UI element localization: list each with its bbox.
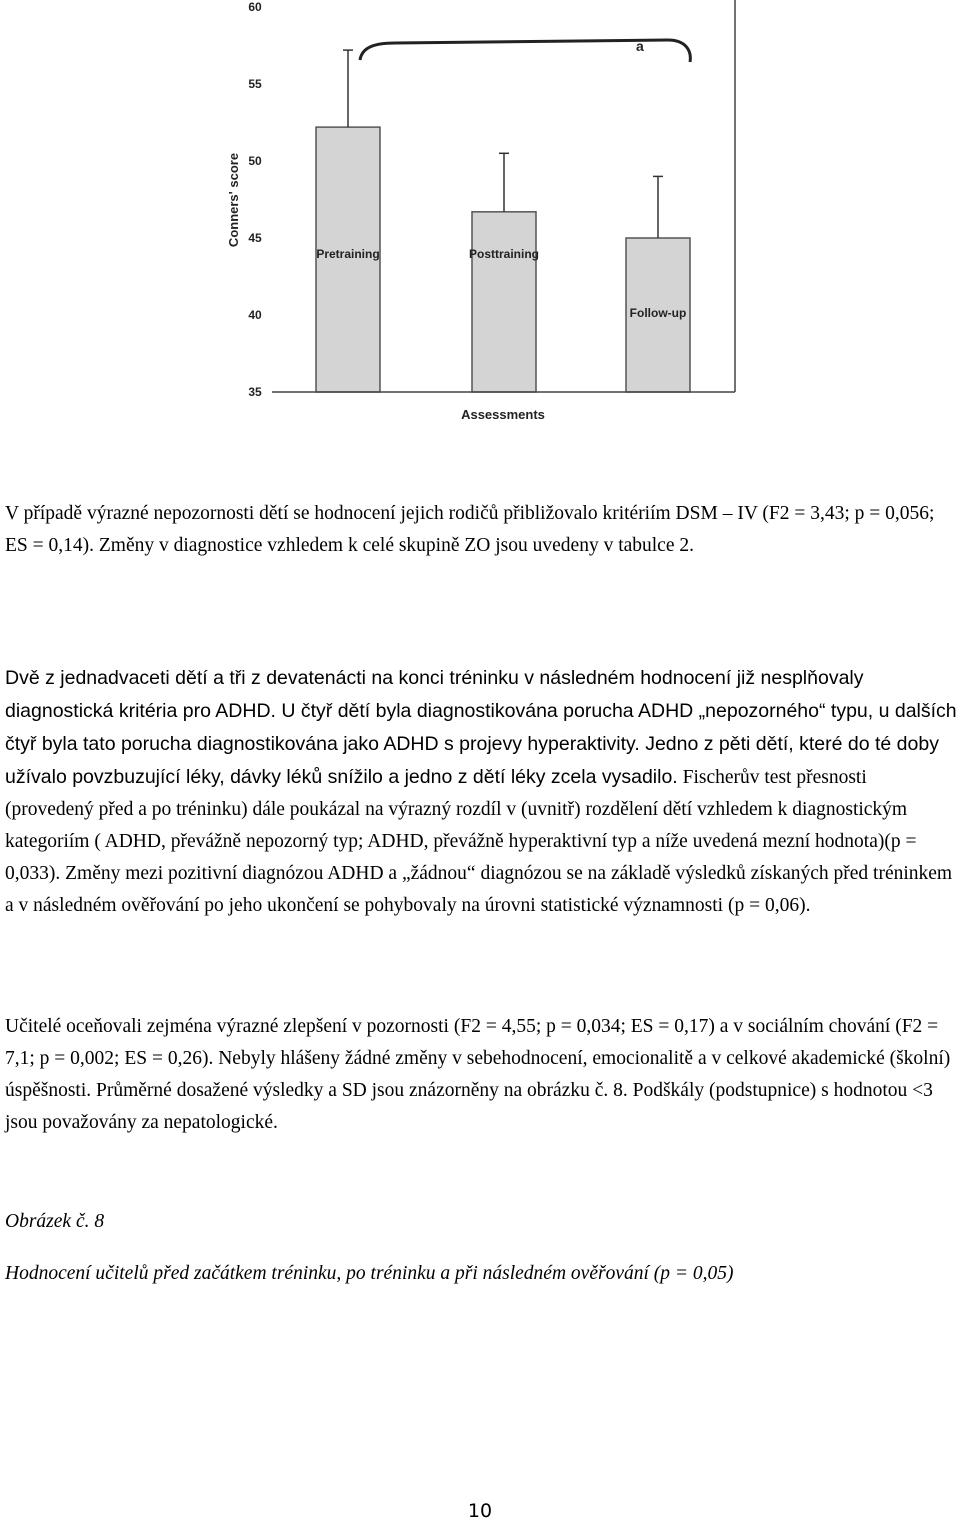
y-tick-label: 35 bbox=[248, 385, 262, 399]
category-label: Posttraining bbox=[468, 247, 540, 261]
paragraph-diagnosis-part1: Dvě z jednadvaceti dětí a tři z devatenácti na konci tréninku v následném hodnocení již nesplňovaly diagnostická kritéria pro ADHD. U čtyř dětí byla diagnostikována porucha ADHD „nepozorného“ typu, u dalších čtyř byla tato porucha diagnostikována jako ADHD s projevy hyperaktivity. Jedno z pěti dětí, které do té doby užívalo povzbuzující léky, dávky léků snížilo a jedno z dětí léky zcela vysadilo. bbox=[5, 667, 957, 788]
y-tick-label: 55 bbox=[248, 77, 262, 91]
page-number: 10 bbox=[467, 1500, 493, 1522]
y-tick-label: 40 bbox=[248, 308, 262, 322]
category-label: Pretraining bbox=[316, 247, 380, 261]
paragraph-diagnosis-changes bbox=[5, 662, 957, 922]
figure-caption: Hodnocení učitelů před začátkem tréninku, po tréninku a při následném ověřování (p = 0,05) bbox=[5, 1263, 734, 1284]
paragraph-diagnosis-part2: Fischerův test přesnosti (provedený před a po tréninku) dále poukázal na výrazný rozdíl v (uvnitř) rozdělení dětí vzhledem k diagnostickým kategoriím ( ADHD, převážně nepozorný typ; ADHD, převážně hyperaktivní typ a níže uvedená mezní hodnota)(p = 0,033). Změny mezi pozitivní diagnózou ADHD a „žádnou“ diagnózou se na základě výsledků získaných před tréninkem a v následném ověřování po jeho ukončení se pohybovaly na úrovni statistické významnosti (p = 0,06). bbox=[5, 767, 953, 916]
figure-label: Obrázek č. 8 bbox=[5, 1211, 105, 1232]
paragraph-teacher-ratings: Učitelé oceňovali zejména výrazné zlepšení v pozornosti (F2 = 4,55; p = 0,034; ES = 0,17) a v sociálním chování (F2 = 7,1; p = 0,002; ES = 0,26). Nebyly hlášeny žádné změny v sebehodnocení, emocionalitě a v celkové akademické (školní) úspěšnosti. Průměrné dosažené výsledky a SD jsou znázorněny na obrázku č. 8. Podškály (podstupnice) s hodnotou <3 jsou považovány za nepatologické. bbox=[5, 1016, 951, 1133]
significance-label: a bbox=[636, 38, 644, 54]
y-tick-label: 45 bbox=[248, 231, 262, 245]
bar-chart bbox=[0, 0, 960, 440]
y-axis-label: Conners' score bbox=[226, 152, 241, 248]
paragraph-parent-ratings: V případě výrazné nepozornosti dětí se hodnocení jejich rodičů přibližovalo kritériím DSM – IV (F2 = 3,43; p = 0,056; ES = 0,14). Změny v diagnostice vzhledem k celé skupině ZO jsou uvedeny v tabulce 2. bbox=[5, 503, 935, 556]
category-label: Follow-up bbox=[629, 306, 687, 320]
bar-posttraining bbox=[472, 212, 536, 392]
y-tick-label: 60 bbox=[248, 0, 262, 14]
y-tick-label: 50 bbox=[248, 154, 262, 168]
x-axis-label: Assessments bbox=[461, 407, 545, 422]
